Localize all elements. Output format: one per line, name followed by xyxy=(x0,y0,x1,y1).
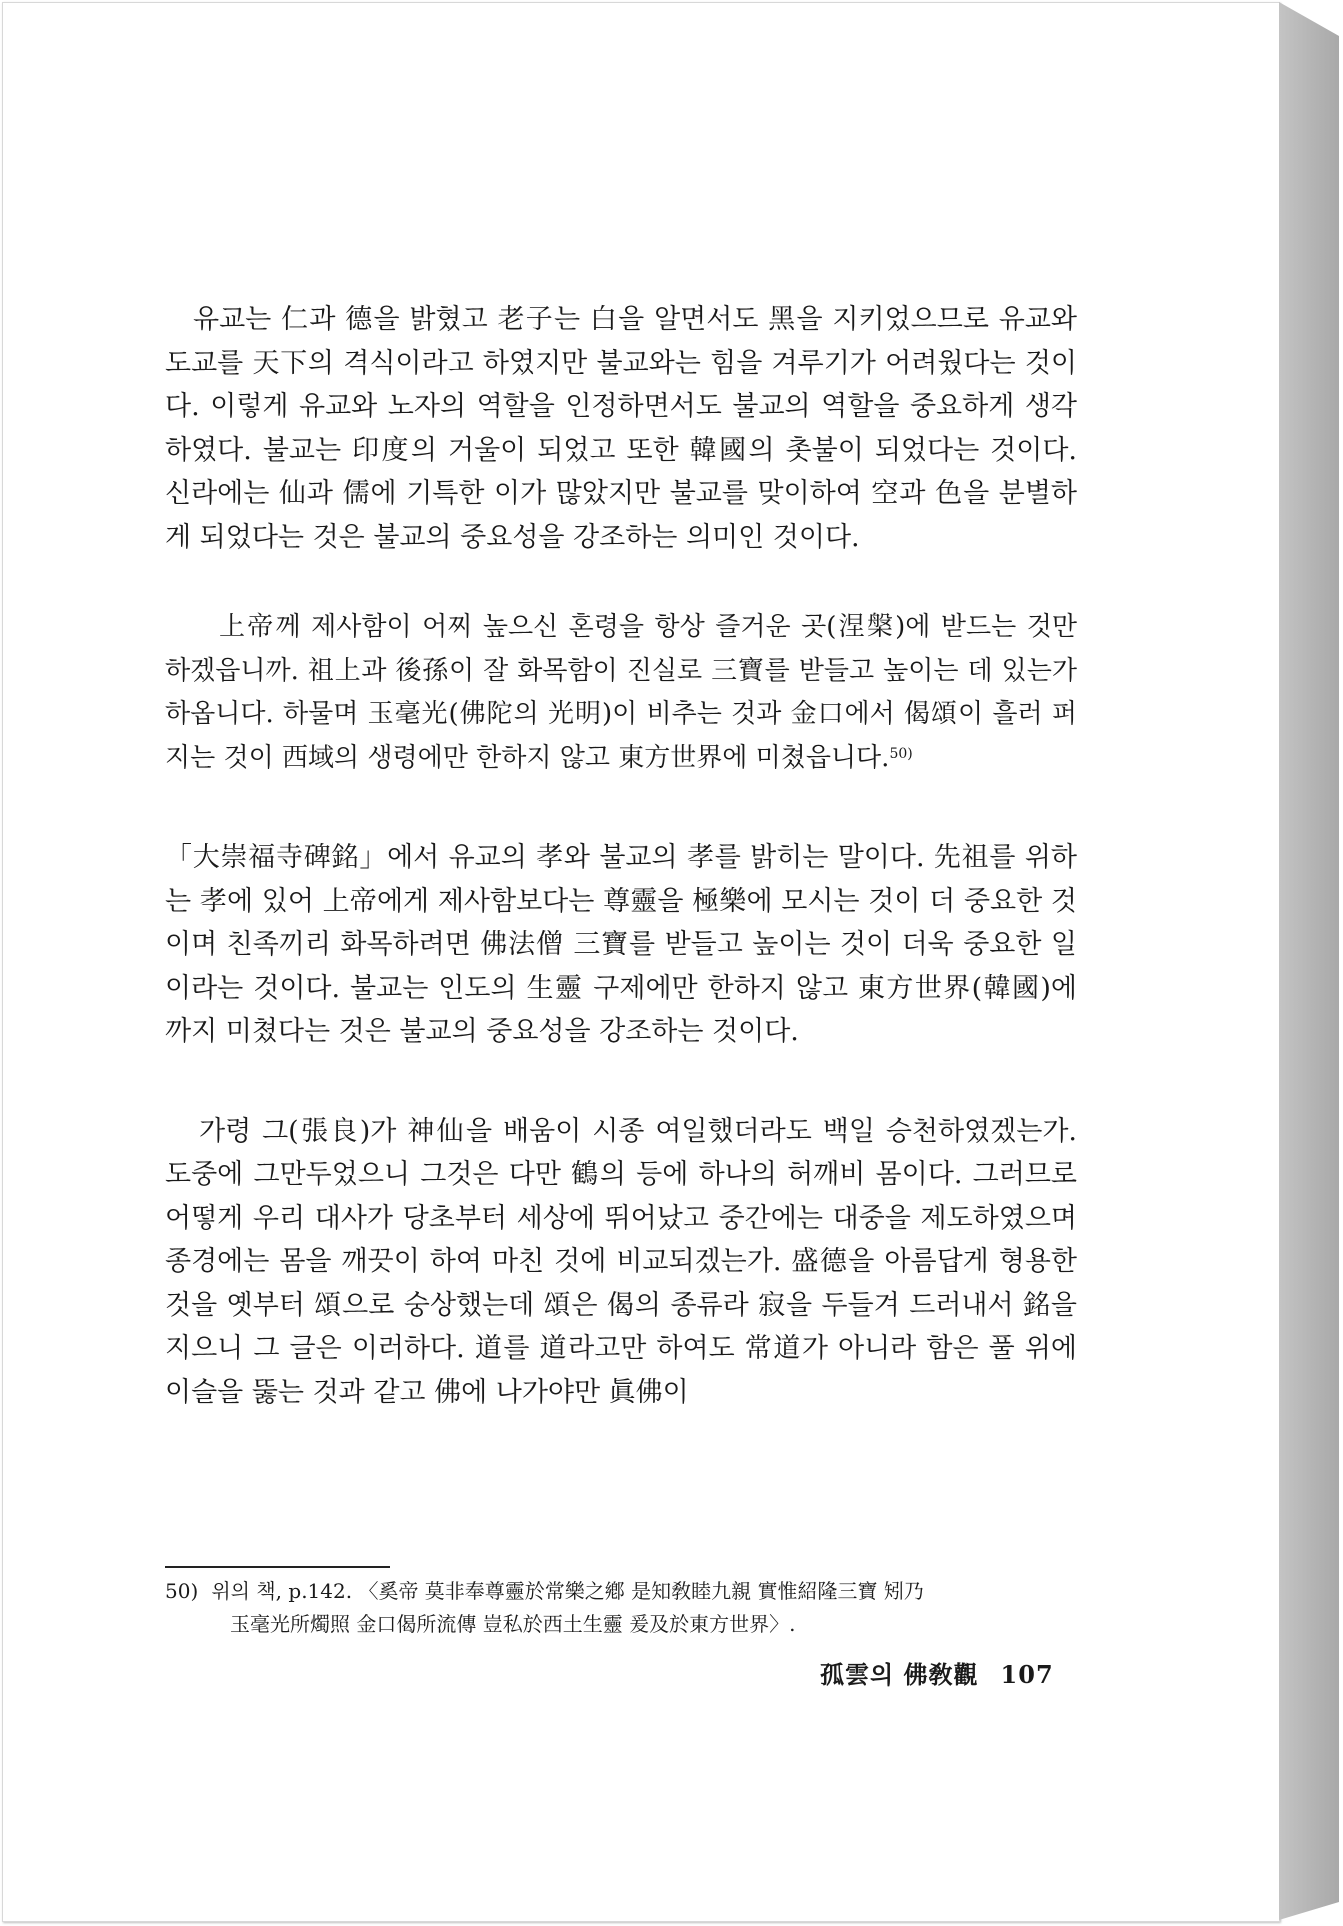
page-number: 107 xyxy=(1000,1660,1054,1689)
footnote-50 xyxy=(165,1575,1077,1641)
running-footer xyxy=(820,1655,1054,1690)
paragraph-2: 「大崇福寺碑銘」에서 유교의 孝와 불교의 孝를 밝히는 말이다. 先祖를 위하는 孝에 있어 上帝에게 제사함보다는 尊靈을 極樂에 모시는 것이 더 중요한 것이며 친족끼리 화목하려면 佛法僧 三寶를 받들고 높이는 것이 더욱 중요한 일이라는 것이다. 불교는 인도의 生靈 구제에만 한하지 않고 東方世界(韓國)에까지 미쳤다는 것은 불교의 중요성을 강조하는 것이다. xyxy=(165,842,1077,1047)
block-quote xyxy=(165,606,1077,780)
footnote-number: 50) xyxy=(165,1579,199,1603)
main-text xyxy=(165,298,1077,1414)
footnote-line-1: 위의 책, p.142. 〈奚帝 莫非奉尊靈於常樂之鄕 是知敎睦九親 實惟紹隆三寶 矧乃 xyxy=(211,1579,924,1603)
footnote-divider xyxy=(165,1566,390,1568)
running-title: 孤雲의 佛敎觀 xyxy=(820,1660,979,1689)
paragraph-3: 가령 그(張良)가 神仙을 배움이 시종 여일했더라도 백일 승천하였겠는가. 도중에 그만두었으니 그것은 다만 鶴의 등에 하나의 허깨비 몸이다. 그러므로 어떻게 우리 대사가 당초부터 세상에 뛰어났고 중간에는 대중을 제도하였으며 종경에는 몸을 깨끗이 하여 마친 것에 비교되겠는가. 盛德을 아름답게 형용한 것을 옛부터 頌으로 숭상했는데 頌은 偈의 종류라 寂을 두들겨 드러내서 銘을 지으니 그 글은 이러하다. 道를 道라고만 하여도 常道가 아니라 함은 풀 위에 이슬을 뚫는 것과 같고 佛에 나가야만 眞佛이 xyxy=(165,1115,1077,1408)
page-stack-edge xyxy=(1279,2,1339,1920)
block-quote-text: 上帝께 제사함이 어찌 높으신 혼령을 항상 즐거운 곳(涅槃)에 받드는 것만 하겠읍니까. 祖上과 後孫이 잘 화목함이 진실로 三寶를 받들고 높이는 데 있는가 하옵니다. 하물며 玉毫光(佛陀의 光明)이 비추는 것과 金口에서 偈頌이 흘러 퍼지는 것이 西域의 생령에만 한하지 않고 東方世界에 미쳤읍니다. xyxy=(165,612,1077,773)
footnote-line-2: 玉毫光所燭照 金口偈所流傳 豈私於西土生靈 爰及於東方世界〉. xyxy=(230,1612,796,1636)
footnote-ref: 50) xyxy=(889,745,913,762)
paragraph-1: 유교는 仁과 德을 밝혔고 老子는 白을 알면서도 黑을 지키었으므로 유교와 도교를 天下의 격식이라고 하였지만 불교와는 힘을 겨루기가 어려웠다는 것이다. 이렇게 유교와 노자의 역할을 인정하면서도 불교의 역할을 중요하게 생각하였다. 불교는 印度의 거울이 되었고 또한 韓國의 촛불이 되었다는 것이다. 신라에는 仙과 儒에 기특한 이가 많았지만 불교를 맞이하여 空과 色을 분별하게 되었다는 것은 불교의 중요성을 강조하는 의미인 것이다. xyxy=(165,304,1077,553)
